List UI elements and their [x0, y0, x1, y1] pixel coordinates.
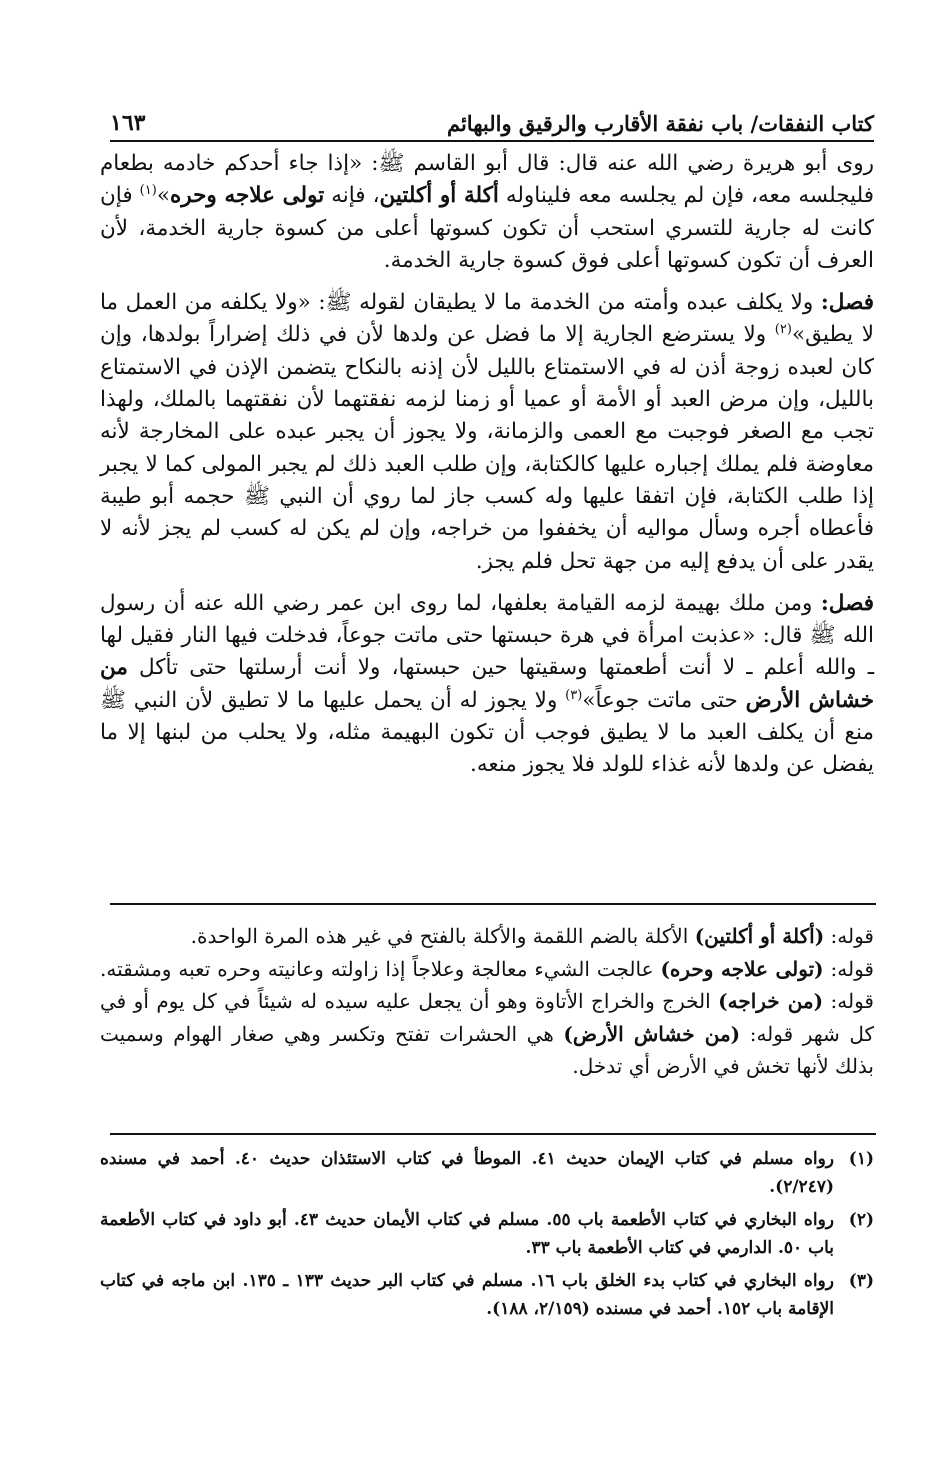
page-number: ١٦٣ [110, 110, 146, 136]
notes-divider [110, 903, 876, 905]
footnote-ref[interactable]: (٣) [565, 687, 583, 703]
glossary-notes [100, 920, 874, 1083]
footnote-number: (٣) [848, 1271, 874, 1291]
footnote-ref[interactable]: (٢) [774, 322, 792, 338]
note-text: عالجت الشيء معالجة وعلاجاً إذا زاولته وعانيته وحره تعبه ومشقته. قوله: [100, 956, 874, 1013]
text-run: روى أبو هريرة رضي الله عنه قال: قال أبو القاسم ﷺ: «إذا جاء أحدكم خادمه بطعام فليجلسه معه، فإن لم يجلسه معه فليناوله [100, 151, 874, 209]
footnote-text: رواه مسلم في كتاب الإيمان حديث ٤١. الموطأ في كتاب الاستئذان حديث ٤٠. أحمد في مسنده (٢/٢٤٧). [100, 1149, 834, 1197]
footnote-ref[interactable]: (١) [139, 183, 157, 199]
paragraph-3 [100, 588, 874, 782]
text-run: » [156, 183, 170, 209]
note-text: الخرج والخراج الأتاوة وهو أن يجعل عليه سيده له شيئاً في كل يوم أو في كل شهر قوله: [100, 989, 874, 1046]
footnote-text: رواه البخاري في كتاب الأطعمة باب ٥٥. مسلم في كتاب الأيمان حديث ٤٣. أبو داود في كتاب الأطعمة باب ٥٠. الدارمي في كتاب الأطعمة باب ٣٣. [100, 1210, 834, 1258]
main-text [100, 148, 874, 792]
chapter-title: كتاب النفقات/ باب نفقة الأقارب والرقيق والبهائم [446, 111, 874, 136]
text-run: ، فإنه [324, 183, 380, 209]
footnote [100, 1267, 874, 1323]
note-text: هي الحشرات تفتح وتكسر وهي صغار الهوام وسميت بذلك لأنها تخش في الأرض أي تدخل. [100, 1021, 874, 1078]
note-text: الأكلة بالضم اللقمة والأكلة بالفتح في غير هذه المرة الواحدة. [190, 924, 695, 948]
bold-term: أكلة أو أكلتين [379, 183, 499, 209]
text-run: ولا يسترضع الجارية إلا ما فضل عن ولدها لأن في ذلك إضراراً بولدها، وإن كان لعبده زوجة أذن له في الاستمتاع بالليل لأن إذنه بالنكاح يتضمن الإذن في الاستمتاع بالليل، وإن مرض العبد أو الأمة أو عميا أو زمنا لزمه نفقتهما لأن نفقتهما بالملك، ولهذا تجب مع الصغر فوجبت مع العمى والزمانة، ولا يجوز أن يجبر عبده على المخارجة لأنه معاوضة فلم يملك إجباره عليها كالكتابة، وإن طلب العبد ذلك لم يجبر المولى كما لا يجبر إذا طلب الكتابة، فإن اتفقا عليها وله كسب جاز لما روي أن النبي ﷺ حجمه أبو طيبة فأعطاه أجره وسأل مواليه أن يخففوا من خراجه، وإن لم يكن له كسب لم يجز لأنه لا يقدر على أن يدفع إليه من جهة تحل فلم يجز. [100, 322, 874, 574]
paragraph-1 [100, 148, 874, 277]
paragraph-2 [100, 287, 874, 578]
footnote [100, 1206, 874, 1262]
text-run: ولا يجوز له أن يحمل عليها ما لا تطيق لأن النبي ﷺ منع أن يكلف العبد ما لا يطيق فوجب أن تكون البهيمة مثله، ولا يحلب من لبنها إلا ما يفضل عن ولدها لأنه غذاء للولد فلا يجوز منعه. [100, 687, 874, 778]
note-term: (تولى علاجه وحره) [660, 956, 824, 981]
note-term: (من خشاش الأرض) [563, 1021, 741, 1046]
footnote-number: (١) [848, 1149, 874, 1169]
text-run: ولا يكلف عبده وأمته من الخدمة ما لا يطيقان لقوله ﷺ: «ولا يكلفه من العمل ما لا يطيق» [100, 290, 874, 348]
footnote [100, 1145, 874, 1201]
bold-term: من خشاش الأرض [100, 655, 874, 713]
running-header [110, 96, 874, 142]
note-term: (أكلة أو أكلتين) [694, 924, 825, 948]
text-run: فإن كانت له جارية للتسري استحب أن تكون كسوتها أعلى من كسوة جارية الخدمة، لأن العرف أن تكون كسوتها أعلى فوق كسوة جارية الخدمة. [100, 183, 874, 273]
footnote-text: رواه البخاري في كتاب بدء الخلق باب ١٦. مسلم في كتاب البر حديث ١٣٣ ـ ١٣٥. ابن ماجه في كتاب الإقامة باب ١٥٢. أحمد في مسنده (٢/١٥٩، ١٨٨). [100, 1271, 834, 1319]
footnotes [100, 1145, 874, 1328]
note-lead: قوله: [823, 956, 874, 981]
text-run: ومن ملك بهيمة لزمه القيامة بعلفها، لما روى ابن عمر رضي الله عنه أن رسول الله ﷺ قال: «عذبت امرأة في هرة حبستها حتى ماتت جوعاً، فدخلت فيها النار فقيل لها ـ والله أعلم ـ لا أنت أطعمتها وسقيتها حين حبستها، ولا أنت أرسلتها حتى تأكل [100, 590, 874, 681]
text-run: حتى ماتت جوعاً» [582, 687, 746, 713]
section-label: فصل: [820, 590, 874, 616]
section-label: فصل: [820, 290, 874, 316]
bold-term: تولى علاجه وحره [169, 183, 325, 209]
note-lead: قوله: [824, 924, 874, 948]
note-2 [100, 953, 874, 1083]
footnotes-divider [110, 1133, 876, 1135]
note-1 [100, 920, 874, 953]
footnote-number: (٢) [848, 1210, 874, 1230]
note-term: (من خراجه) [718, 989, 824, 1013]
